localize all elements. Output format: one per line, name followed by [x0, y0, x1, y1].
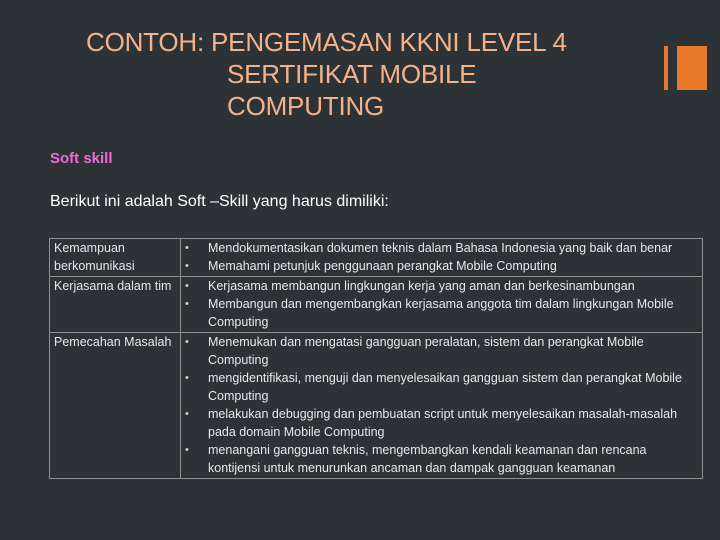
list-item: • menangani gangguan teknis, mengembangkan kendali keamanan dan rencana kontijensi untuk menurunkan ancaman dan dampak gangguan keamanan: [185, 441, 698, 477]
list-item: • Mendokumentasikan dokumen teknis dalam Bahasa Indonesia yang baik dan benar: [185, 239, 698, 257]
table-row: [50, 239, 703, 277]
skill-name-cell: Pemecahan Masalah: [50, 333, 181, 479]
section-subtitle: Soft skill: [50, 150, 113, 167]
accent-bar-thick: [677, 46, 707, 90]
slide-title: [86, 26, 567, 122]
skill-items-cell: [181, 239, 703, 277]
list-item: • melakukan debugging dan pembuatan script untuk menyelesaikan masalah-masalah pada domain Mobile Computing: [185, 405, 698, 441]
title-line-1: CONTOH: PENGEMASAN KKNI LEVEL 4: [86, 27, 567, 57]
skill-name-cell: Kerjasama dalam tim: [50, 277, 181, 333]
list-item: • Menemukan dan mengatasi gangguan peralatan, sistem dan perangkat Mobile Computing: [185, 333, 698, 369]
table-row: [50, 333, 703, 479]
list-item: • mengidentifikasi, menguji dan menyelesaikan gangguan sistem dan perangkat Mobile Computing: [185, 369, 698, 405]
accent-bar-thin: [664, 46, 668, 90]
intro-text: Berikut ini adalah Soft –Skill yang harus dimiliki:: [50, 193, 389, 210]
soft-skills-table: [49, 238, 703, 479]
list-item: • Membangun dan mengembangkan kerjasama anggota tim dalam lingkungan Mobile Computing: [185, 295, 698, 331]
list-item: • Kerjasama membangun lingkungan kerja yang aman dan berkesinambungan: [185, 277, 698, 295]
skill-items-cell: [181, 333, 703, 479]
title-line-2: SERTIFIKAT MOBILE: [227, 59, 477, 89]
title-line-3: COMPUTING: [227, 91, 385, 121]
list-item: • Memahami petunjuk penggunaan perangkat Mobile Computing: [185, 257, 698, 275]
skill-name-cell: Kemampuan berkomunikasi: [50, 239, 181, 277]
table-row: [50, 277, 703, 333]
skill-items-cell: [181, 277, 703, 333]
